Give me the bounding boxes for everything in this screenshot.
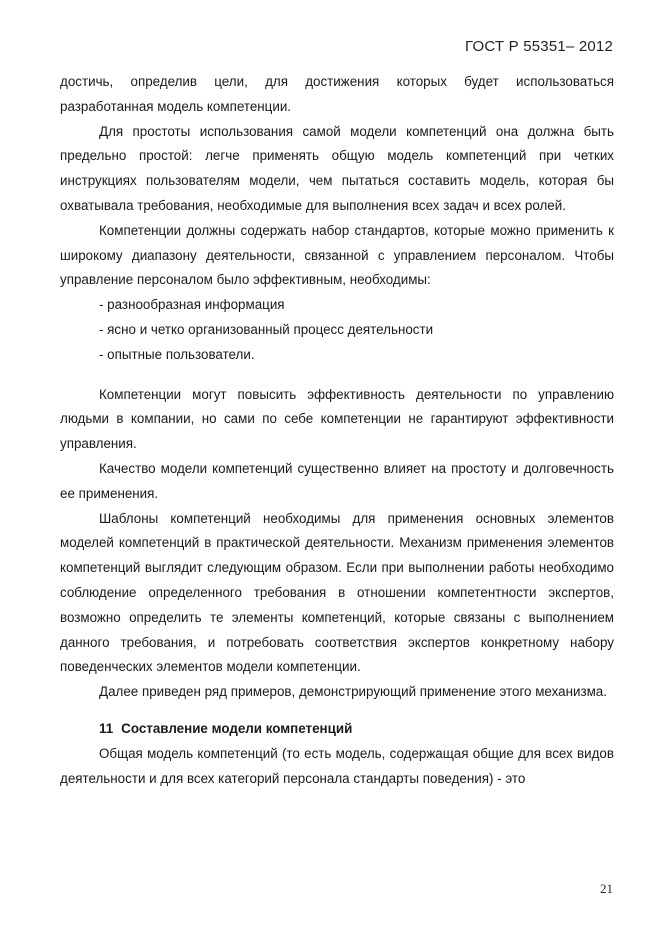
section-number: 11 xyxy=(99,720,114,736)
section-title: Составление модели компетенций xyxy=(121,720,353,736)
paragraph-standards: Компетенции должны содержать набор стандартов, которые можно применить к широкому диапазону деятельности, связанной с управлением персоналом. Чтобы управление персоналом было эффективным, необходимы: xyxy=(60,222,614,288)
list-item: - разнообразная информация xyxy=(99,297,285,313)
spacer xyxy=(60,705,614,717)
paragraph-general-model: Общая модель компетенций (то есть модель, содержащая общие для всех видов деятельности и для всех категорий персонала стандарты поведения) - это xyxy=(60,745,614,786)
document-standard-id: ГОСТ Р 55351– 2012 xyxy=(465,38,613,55)
paragraph-efficiency: Компетенции могут повысить эффективность деятельности по управлению людьми в компании, но сами по себе компетенции не гарантируют эффективности управления. xyxy=(60,386,614,452)
spacer xyxy=(60,368,614,383)
list-item: - опытные пользователи. xyxy=(99,346,255,362)
section-heading xyxy=(60,717,614,742)
paragraph-continuation: достичь, определив цели, для достижения которых будет использоваться разработанная модель компетенции. xyxy=(60,74,614,114)
page-number: 21 xyxy=(600,881,613,896)
paragraph-quality: Качество модели компетенций существенно влияет на простоту и долговечность ее применения. xyxy=(60,460,614,501)
paragraph-simplicity: Для простоты использования самой модели компетенций она должна быть предельно простой: легче применять общую модель компетенций при четких инструкциях пользователям модели, чем пытаться составить модель, которая бы охватывала требования, необходимые для выполнения всех задач и всех ролей. xyxy=(60,123,614,213)
document-body xyxy=(60,70,614,791)
list-item: - ясно и четко организованный процесс деятельности xyxy=(99,321,434,337)
paragraph-examples: Далее приведен ряд примеров, демонстрирующий применение этого механизма. xyxy=(99,684,607,700)
paragraph-templates: Шаблоны компетенций необходимы для применения основных элементов моделей компетенций в практической деятельности. Механизм применения элементов компетенций выглядит следующим образом. Если при выполнении работы необходимо соблюдение определенного требования в отношении компетентности экспертов, возможно определить те элементы компетенций, которые связаны с выполнением данного требования, и потребовать соответствия экспертов конкретному набору поведенческих элементов модели компетенции. xyxy=(60,510,614,675)
